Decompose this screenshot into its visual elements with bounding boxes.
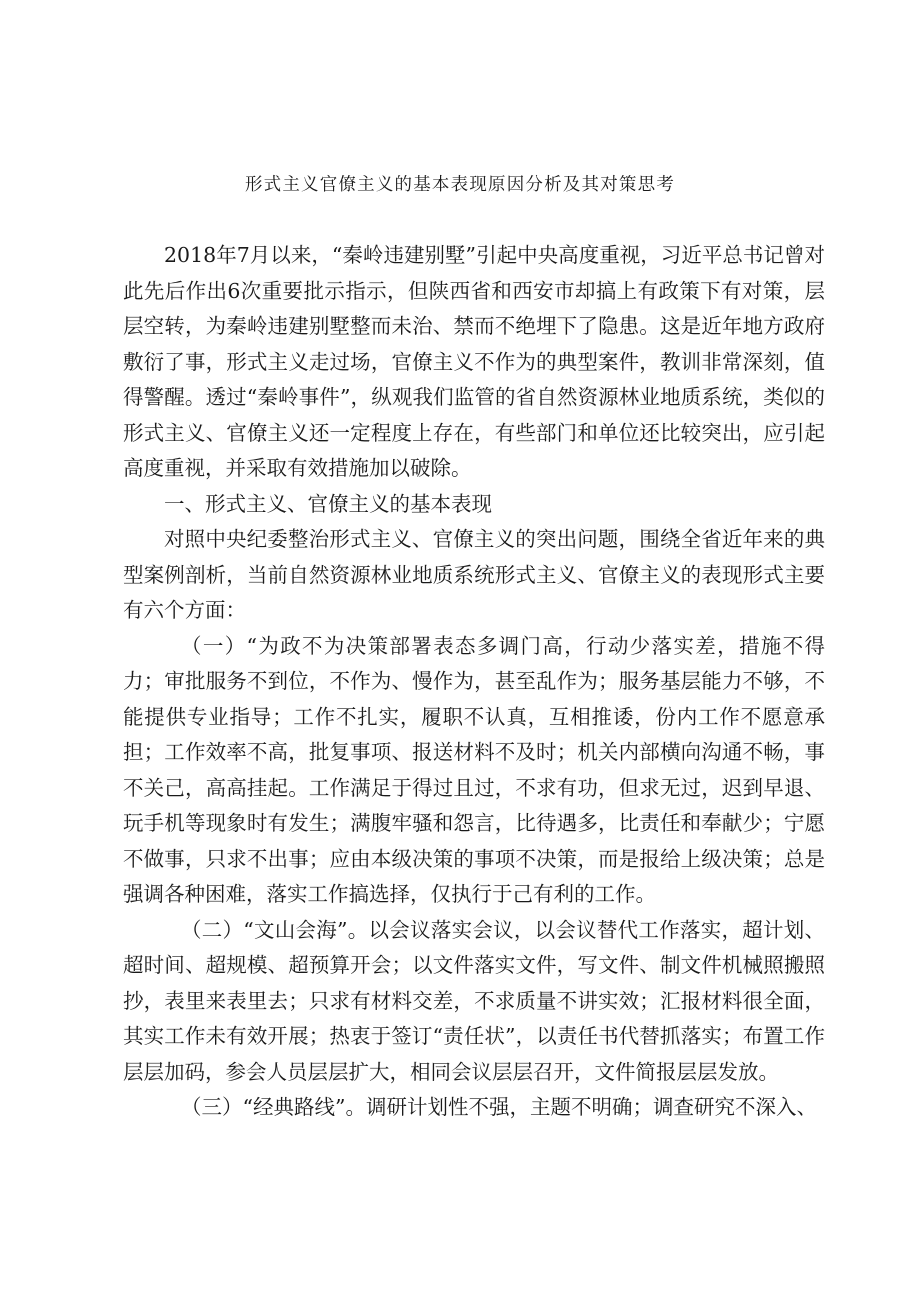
item-paragraph: （一）“为政不为决策部署表态多调门高，行动少落实差，措施不得力；审批服务不到位，不作为、慢作为，甚至乱作为；服务基层能力不够，不能提供专业指导；工作不扎实，履职不认真，互相推诿，份内工作不愿意承担；工作效率不高，批复事项、报送材料不及时；机关内部横向沟通不畅，事不关己，高高挂起。工作满足于得过且过，不求有功，但求无过，迟到早退、玩手机等现象时有发生；满腹牢骚和怨言，比待遇多，比责任和奉献少；宁愿不做事，只求不出事；应由本级决策的事项不决策，而是报给上级决策；总是强调各种困难，落实工作搞选择，仅执行于己有利的工作。 <box>123 633 825 906</box>
item-paragraph: （三）“经典路线”。调研计划性不强，主题不明确；调查研究不深入、 <box>181 1095 817 1119</box>
section-intro-paragraph: 对照中央纪委整治形式主义、官僚主义的突出问题，围绕全省近年来的典型案例剖析，当前自然资源林业地质系统形式主义、官僚主义的表现形式主要有六个方面： <box>123 527 825 622</box>
document-body <box>123 238 825 1126</box>
document-title: 形式主义官僚主义的基本表现原因分析及其对策思考 <box>244 175 676 195</box>
item-paragraph: （二）“文山会海”。以会议落实会议，以会议替代工作落实，超计划、超时间、超规模、超预算开会；以文件落实文件，写文件、制文件机械照搬照抄，表里来表里去；只求有材料交差，不求质量不讲实效；汇报材料很全面，其实工作未有效开展；热衷于签订“责任状”，以责任书代替抓落实；布置工作层层加码，参会人员层层扩大，相同会议层层召开，文件简报层层发放。 <box>123 917 825 1084</box>
intro-paragraph: 2018年7月以来，“秦岭违建别墅”引起中央高度重视，习近平总书记曾对此先后作出6次重要批示指示，但陕西省和西安市却搞上有政策下有对策，层层空转，为秦岭违建别墅整而未治、禁而不绝埋下了隐患。这是近年地方政府敷衍了事，形式主义走过场，官僚主义不作为的典型案件，教训非常深刻，值得警醒。透过“秦岭事件”，纵观我们监管的省自然资源林业地质系统，类似的形式主义、官僚主义还一定程度上存在，有些部门和单位还比较突出，应引起高度重视，并采取有效措施加以破除。 <box>123 243 825 480</box>
section-heading: 一、形式主义、官僚主义的基本表现 <box>164 491 492 516</box>
